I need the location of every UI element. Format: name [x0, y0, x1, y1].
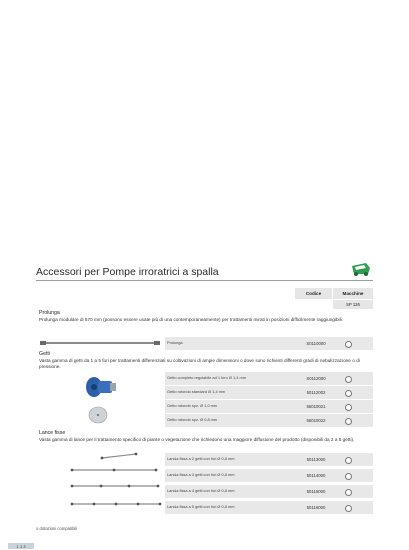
table-row: [165, 414, 373, 427]
table-row: [165, 453, 373, 466]
row-code: 50112002: [306, 390, 326, 395]
compatibility-circle-icon: [345, 376, 352, 383]
table-row: [165, 372, 373, 385]
section-title-prolunga: Prolunga: [39, 310, 60, 316]
row-label: Getto completo regolabile ad 1 foro Ø 1,4 mm: [167, 375, 246, 381]
row-label: Lancia fissa a 4 getti con fori Ø 0,8 mm: [167, 488, 235, 494]
row-label: Lancia fissa a 2 getti con fori Ø 0,8 mm: [167, 456, 235, 462]
table-row: [165, 501, 373, 514]
page-title: Accessori per Pompe irroratrici a spalla: [36, 266, 219, 278]
table-row: [165, 337, 373, 350]
row-code: S0110000: [306, 341, 326, 346]
section-desc-prolunga: Prolunga modulare di 570 mm (possono essere usate più di una contemporaneamente) per trattamenti mirati in posizioni difficilmente raggiungibili.: [39, 317, 343, 322]
compatibility-circle-icon: [345, 489, 352, 496]
page-number: 1 1 4: [8, 543, 34, 549]
compatibility-circle-icon: [345, 473, 352, 480]
row-code: 50114000: [306, 473, 326, 478]
compatibility-circle-icon: [345, 390, 352, 397]
section-desc-lance: Vasta gamma di lance per il trattamento specifico di piante o vegetazione che richiedono una maggiore diffusione del prodotto (disponibili da 2 a 5 getti).: [39, 437, 355, 442]
row-label: Getto rotondo spz. Ø 0,8 mm: [167, 417, 218, 423]
compatibility-circle-icon: [345, 404, 352, 411]
row-code: 50115000: [306, 489, 326, 494]
table-row: [165, 386, 373, 399]
header-machines: Macchine: [333, 288, 373, 299]
section-desc-getti: Vasta gamma di getti da 1 a 5 fori per trattamenti differenziati su coltivazioni di ampie dimensioni o dove sono richiesti differenti gradi di nebulizzazione o di pressione.: [39, 358, 360, 370]
footnote: o dotazioni compatibili: [36, 526, 78, 531]
row-code: 50113000: [306, 457, 326, 462]
section-title-lance: Lance fisse: [39, 430, 66, 436]
compatibility-circle-icon: [345, 341, 352, 348]
brand-logo-icon: [350, 262, 372, 276]
row-label: Lancia fissa a 3 getti con fori Ø 0,8 mm: [167, 472, 235, 478]
row-code: 50116000: [306, 505, 326, 510]
row-label: Getto rotondo standard Ø 1,4 mm: [167, 389, 226, 395]
compatibility-circle-icon: [345, 418, 352, 425]
title-rule: [36, 280, 373, 281]
row-code: S0112000: [306, 376, 326, 381]
section-title-getti: Getti: [39, 351, 50, 357]
row-code: 56010022: [306, 418, 326, 423]
row-code: 56010021: [306, 404, 326, 409]
table-row: [165, 469, 373, 482]
compatibility-circle-icon: [345, 505, 352, 512]
header-code: Codice: [295, 288, 332, 299]
row-label: Lancia fissa a 5 getti con fori Ø 0,8 mm: [167, 504, 235, 510]
compatibility-circle-icon: [345, 457, 352, 464]
table-row: [165, 400, 373, 413]
lance-image: [66, 452, 166, 514]
nozzle-image: [80, 375, 122, 427]
header-machine-model: SP 126: [333, 300, 373, 309]
prolunga-image: [38, 339, 163, 347]
row-label: Getto rotondo spz. Ø 1,0 mm: [167, 403, 218, 409]
row-label: Prolunga: [167, 340, 183, 346]
table-row: [165, 485, 373, 498]
